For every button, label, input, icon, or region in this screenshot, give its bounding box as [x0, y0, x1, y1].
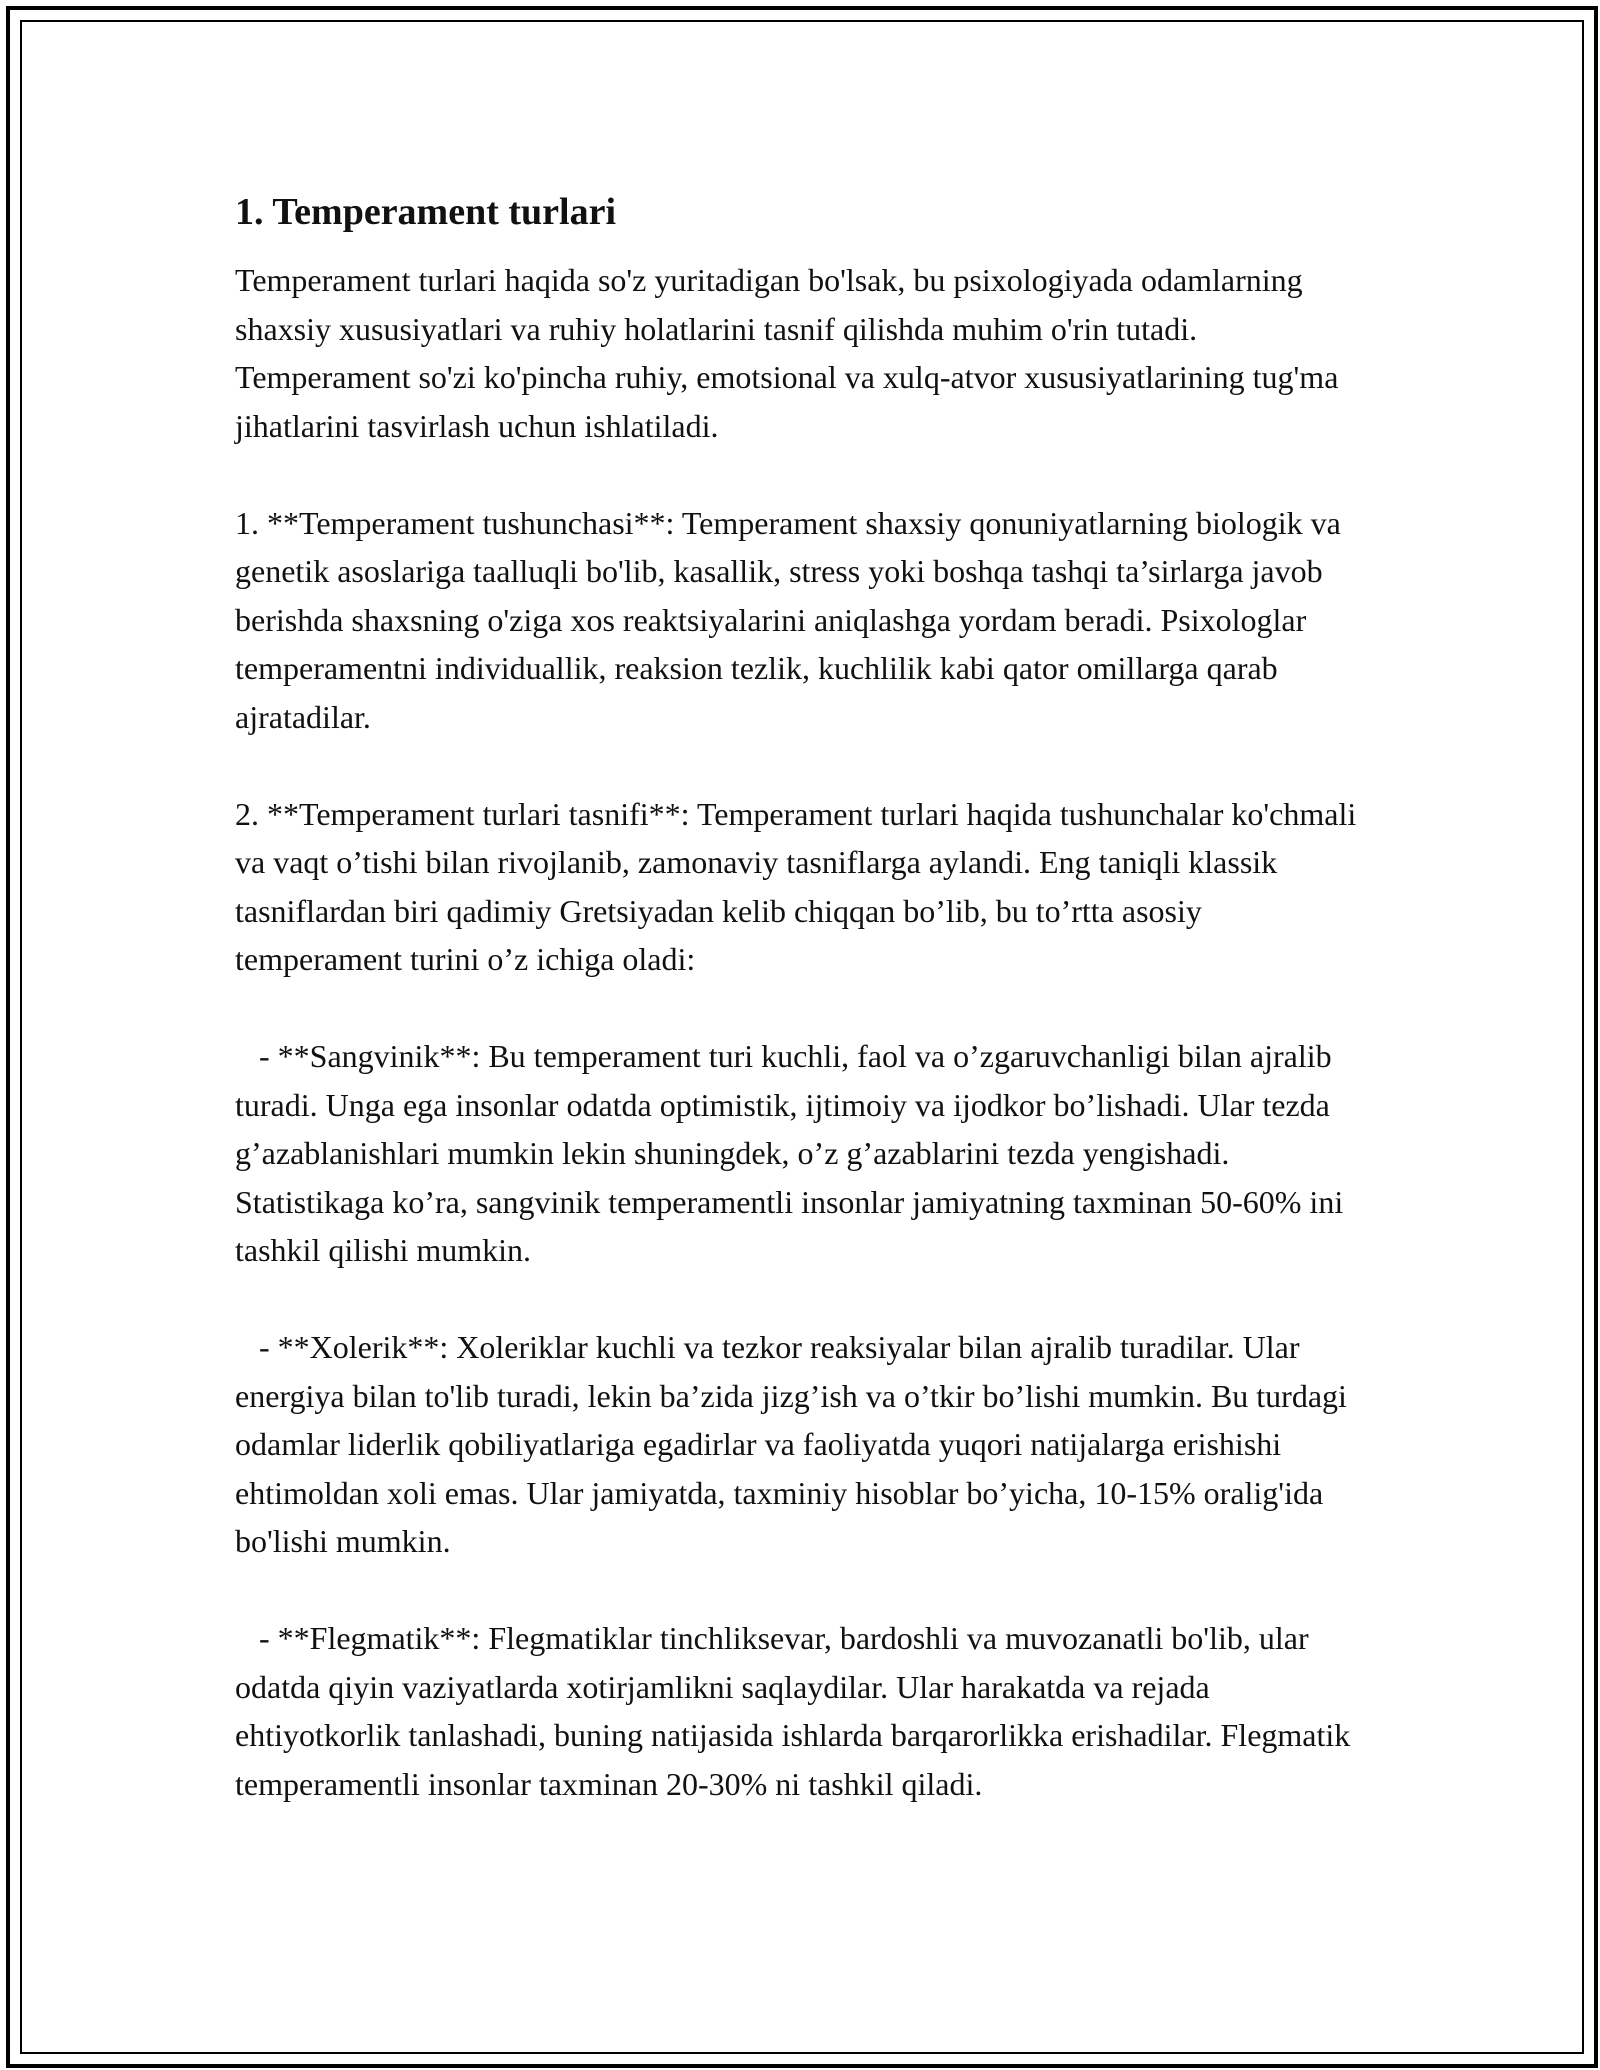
temperament-classification-paragraph: 2. **Temperament turlari tasnifi**: Temperament turlari haqida tushunchalar ko'chmali va vaqt o’tishi bilan rivojlanib, zamonaviy tasniflarga aylandi. Eng taniqli klassik tasniflardan biri qadimiy Gretsiyadan kelib chiqqan bo’lib, bu to’rtta asosiy temperament turini o’z ichiga oladi:: [235, 795, 1365, 977]
phlegmatic-paragraph: - **Flegmatik**: Flegmatiklar tinchliksevar, bardoshli va muvozanatli bo'lib, ular odatda qiyin vaziyatlarda xotirjamlikni saqlaydilar. Ular harakatda va rejada ehtiyotkorlik tanlashadi, buning natijasida ishlarda barqarorlikka erishadilar. Flegmatik temperamentli insonlar taxminan 20-30% ni tashkil qiladi.: [235, 1620, 1359, 1802]
temperament-concept-paragraph: 1. **Temperament tushunchasi**: Temperament shaxsiy qonuniyatlarning biologik va genetik asoslariga taalluqli bo'lib, kasallik, stress yoki boshqa tashqi ta’sirlarga javob berishda shaxsning o'ziga xos reaktsiyalarini aniqlashga yordam beradi. Psixologlar temperamentni individuallik, reaksion tezlik, kuchlilik kabi qator omillarga qarab ajratadilar.: [235, 504, 1349, 735]
intro-paragraph: Temperament turlari haqida so'z yuritadigan bo'lsak, bu psixologiyada odamlarning shaxsiy xususiyatlari va ruhiy holatlarini tasnif qilishda muhim o'rin tutadi. Temperament so'zi ko'pincha ruhiy, emotsional va xulq-atvor xususiyatlarining tug'ma jihatlarini tasvirlash uchun ishlatiladi.: [235, 262, 1347, 444]
sanguine-paragraph: - **Sangvinik**: Bu temperament turi kuchli, faol va o’zgaruvchanligi bilan ajralib turadi. Unga ega insonlar odatda optimistik, ijtimoiy va ijodkor bo’lishadi. Ular tezda g’azablanishlari mumkin lekin shuningdek, o’z g’azablarini tezda yengishadi. Statistikaga ko’ra, sangvinik temperamentli insonlar jamiyatning taxminan 50-60% ini tashkil qilishi mumkin.: [235, 1038, 1352, 1268]
document-body: [235, 188, 1375, 1808]
section-heading: 1. Temperament turlari: [235, 191, 617, 233]
choleric-paragraph: - **Xolerik**: Xoleriklar kuchli va tezkor reaksiyalar bilan ajralib turadilar. Ular energiya bilan to'lib turadi, lekin ba’zida jizg’ish va o’tkir bo’lishi mumkin. Bu turdagi odamlar liderlik qobiliyatlariga egadirlar va faoliyatda yuqori natijalarga erishishi ehtimoldan xoli emas. Ular jamiyatda, taxminiy hisoblar bo’yicha, 10-15% oralig'ida bo'lishi mumkin.: [235, 1329, 1355, 1559]
